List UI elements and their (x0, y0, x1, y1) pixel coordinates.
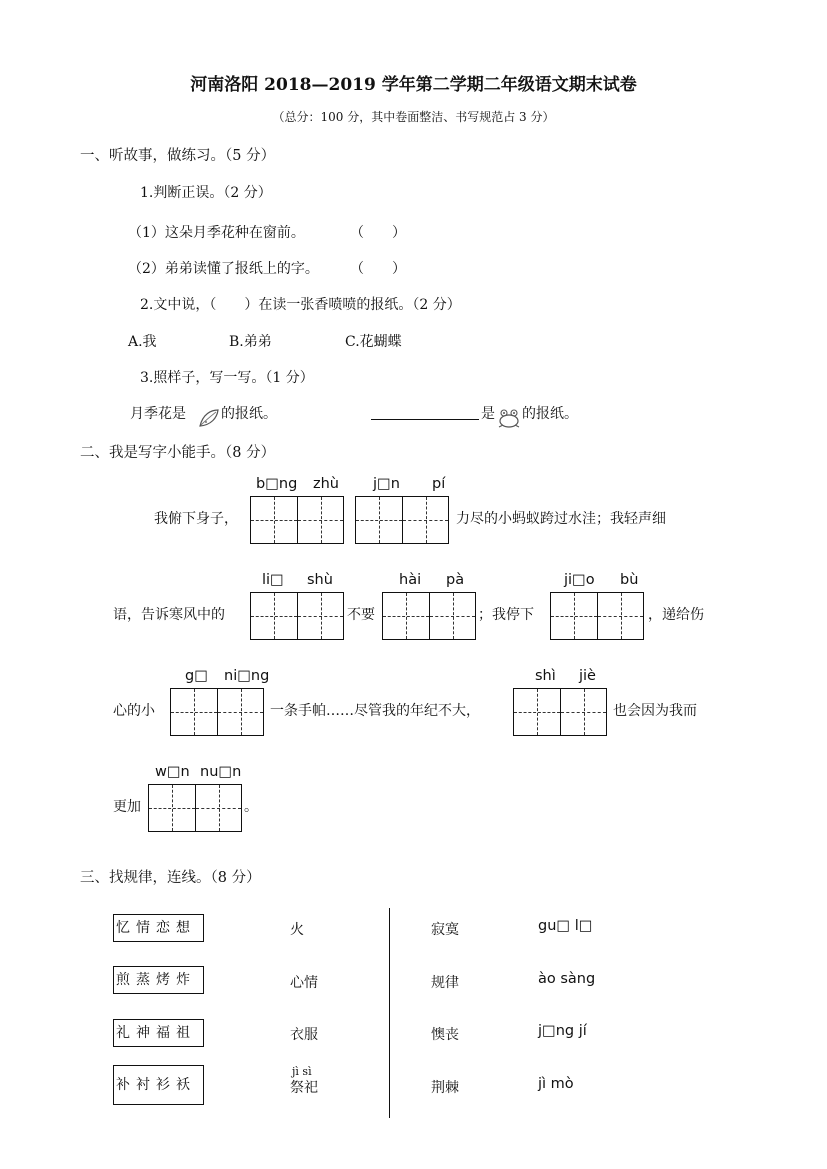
char-grid-haipa[interactable] (382, 592, 476, 640)
pinyin-nuan: nu□n (200, 764, 242, 780)
section3-heading: 三、找规律，连线。（8 分） (80, 870, 261, 886)
pinyin-jiao: ji□o (564, 572, 595, 588)
column-divider (389, 908, 390, 1118)
q1a-text: （1）这朵月季花种在窗前。 (128, 225, 305, 241)
q3-answer-blank[interactable] (371, 419, 479, 420)
q1b-text: （2）弟弟读懂了报纸上的字。 (128, 261, 319, 277)
char-grid-jiaobu[interactable] (550, 592, 644, 640)
pinyin-2: ào sàng (538, 971, 596, 987)
line3-text-b: 一条手帕……尽管我的年纪不大， (270, 703, 480, 719)
q3-left-suffix: 的报纸。 (221, 406, 277, 422)
pinyin-wen: w□n (155, 764, 190, 780)
q1a-answer-paren[interactable]: （ ） (350, 225, 406, 241)
pinyin-1: gu□ l□ (538, 918, 593, 934)
line3-text-c: 也会因为我而 (613, 703, 697, 719)
char-grid-guniang[interactable] (170, 688, 264, 736)
pinyin-bang: b□ng (256, 476, 298, 492)
option-b: B.弟弟 (229, 334, 272, 350)
category-4: 祭祀 (290, 1080, 318, 1096)
pinyin-jie: jiè (579, 668, 596, 684)
pinyin-niang: ni□ng (224, 668, 270, 684)
line4-text-b: 。 (244, 799, 258, 815)
q3-text: 3.照样子，写一写。（1 分） (140, 370, 314, 386)
line2-text-d: ，递给伤 (648, 607, 704, 623)
frog-icon (496, 405, 522, 431)
pinyin-pa: pà (446, 572, 465, 588)
q3-left-prefix: 月季花是 (130, 406, 186, 422)
pinyin-hai: hài (399, 572, 422, 588)
pinyin-gu: g□ (185, 668, 208, 684)
pinyin-shi: shì (535, 668, 556, 684)
word-group-4: 补衬衫袄 (113, 1065, 204, 1105)
word-2: 规律 (431, 975, 459, 991)
leaf-icon (197, 406, 221, 430)
word-group-2: 煎蒸烤炸 (113, 966, 204, 994)
category-4-pinyin: jì sì (292, 1065, 312, 1078)
line2-text-b: 不要 (347, 607, 375, 623)
section1-heading: 一、听故事，做练习。（5 分） (80, 148, 276, 164)
q1-text: 1.判断正误。（2 分） (140, 185, 272, 201)
pinyin-shu: shù (307, 572, 333, 588)
category-3: 衣服 (290, 1027, 318, 1043)
line2-text-c: ；我停下 (478, 607, 534, 623)
word-1: 寂寞 (431, 922, 459, 938)
line1-text-a: 我俯下身子， (154, 511, 238, 527)
page-title: 河南洛阳 2018—2019 学年第二学期二年级语文期末试卷 (190, 75, 637, 95)
pinyin-pi: pí (432, 476, 446, 492)
page-subtitle: （总分：100 分，其中卷面整洁、书写规范占 3 分） (272, 110, 555, 124)
line2-text-a: 语，告诉寒风中的 (113, 607, 225, 623)
pinyin-liu: li□ (262, 572, 284, 588)
word-group-1: 忆情恋想 (113, 914, 204, 942)
char-grid-jinpi[interactable] (355, 496, 449, 544)
line4-text-a: 更加 (113, 799, 141, 815)
pinyin-zhu: zhù (313, 476, 339, 492)
option-a: A.我 (128, 334, 157, 350)
word-3: 懊丧 (431, 1027, 459, 1043)
line3-text-a: 心的小 (113, 703, 155, 719)
char-grid-wennuan[interactable] (148, 784, 242, 832)
section2-heading: 二、我是写字小能手。（8 分） (80, 445, 276, 461)
line1-text-b: 力尽的小蚂蚁跨过水洼；我轻声细 (456, 511, 666, 527)
pinyin-3: j□ng jí (538, 1023, 587, 1039)
word-4: 荆棘 (431, 1080, 459, 1096)
q3-right-suffix: 的报纸。 (522, 406, 578, 422)
q2-text: 2.文中说，（ ）在读一张香喷喷的报纸。（2 分） (140, 297, 461, 313)
q3-right-prefix: 是 (481, 406, 495, 422)
word-group-3: 礼神福祖 (113, 1019, 204, 1047)
pinyin-bu: bù (620, 572, 639, 588)
char-grid-bangzhu[interactable] (250, 496, 344, 544)
q1b-answer-paren[interactable]: （ ） (350, 261, 406, 277)
char-grid-liushu[interactable] (250, 592, 344, 640)
pinyin-4: jì mò (538, 1076, 574, 1092)
option-c: C.花蝴蝶 (345, 334, 402, 350)
pinyin-jin: j□n (373, 476, 400, 492)
category-2: 心情 (290, 975, 318, 991)
category-1: 火 (290, 922, 304, 938)
char-grid-shijie[interactable] (513, 688, 607, 736)
